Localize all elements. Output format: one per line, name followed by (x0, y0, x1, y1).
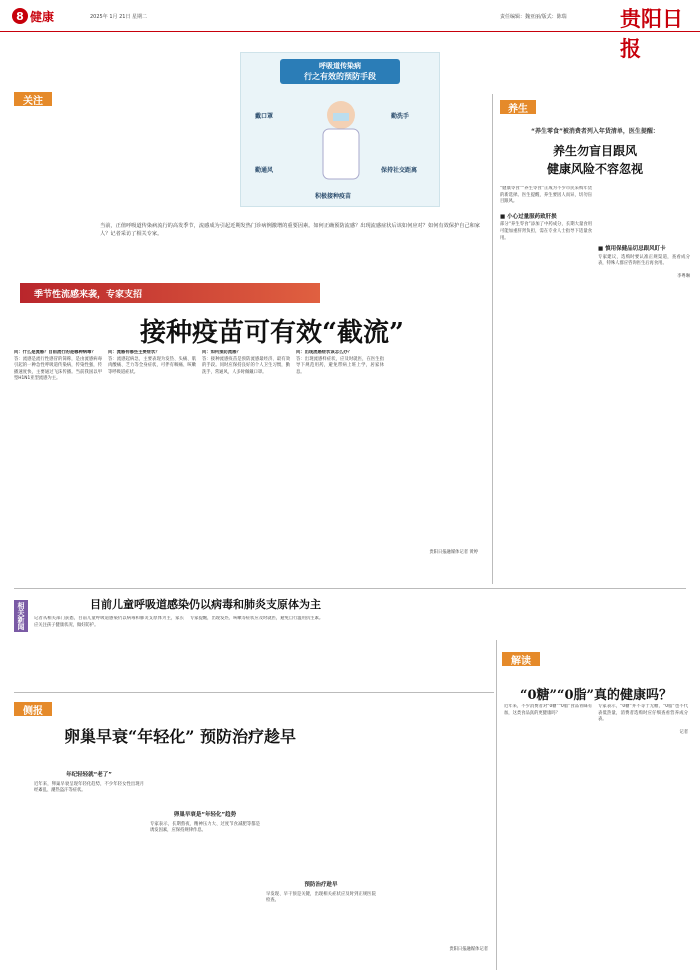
tag-cebao: 侧报 (14, 702, 52, 716)
jiedu-headline: “0糖”“0脂”真的健康吗？ (520, 688, 673, 703)
right-paragraph-1: “健康零食”“养生零食”正成为不少市民采购年货的新选择。医生提醒，养生要因人而异，切勿盲目跟风。 (500, 186, 592, 205)
right-byline: 李粤琳 (677, 273, 690, 279)
section-rule-2 (14, 692, 494, 693)
bottom-paragraph-2: 专家表示，长期熬夜、精神压力大、过度节食减肥等都是诱发因素，应保持规律作息。 (150, 821, 260, 834)
right-subheading-2: ■ 慎用保健品切忌跟风盯卡 (598, 246, 666, 252)
question-2: 问：流感有哪些主要症状？ (108, 350, 160, 355)
bottom-subheading-3: 预防治疗趁早 (304, 882, 338, 888)
jiedu-paragraph-1: 近年来，不少消费者对“0糖”“0脂”食品青睐有加，这类食品真的更健康吗？ (504, 704, 592, 716)
question-1: 问：什么是流感？目前流行的是哪种病毒？ (14, 350, 96, 355)
bottom-headline: 卵巢早衰“年轻化” 预防治疗趁早 (64, 727, 296, 746)
related-headline: 目前儿童呼吸道感染仍以病毒和肺炎支原体为主 (90, 598, 321, 611)
tag-yangsheng: 养生 (500, 100, 536, 114)
right-paragraph-2: 部分“养生零食”添加了中药成分，长期大量食用可能加重肝肾负担，需在专业人士指导下适量食用。 (500, 222, 592, 241)
bottom-paragraph-3: 早发现、早干预是关键，出现相关症状应及时到正规医院检查。 (266, 891, 376, 904)
bottom-col-4 (382, 752, 488, 962)
main-article-body (14, 350, 484, 578)
answer-1: 答：流感是流行性感冒的简称，是由流感病毒引起的一种急性呼吸道传染病，传染性强，传播速度快，主要通过飞沫传播。当前我国以甲型H1N1亚型流感为主。 (14, 356, 102, 382)
answer-3: 答：接种流感疫苗是预防流感最经济、最有效的手段。同时应保持良好的个人卫生习惯，勤洗手，常通风，人多时佩戴口罩。 (202, 356, 290, 375)
related-paragraph-2: 专家提醒，出现发热、咳嗽等症状应及时就医，避免自行滥用抗生素。 (190, 616, 324, 621)
section-rule (14, 588, 686, 589)
illustration-title-2: 行之有效的预防手段 (304, 72, 376, 81)
section-banner: 季节性流感来袭，专家支招 (20, 283, 320, 303)
illustration-title-1: 呼吸道传染病 (319, 62, 361, 70)
main-headline: 接种疫苗可有效“截流” (140, 318, 404, 348)
question-4: 问：出现流感症状该怎么办？ (296, 350, 352, 355)
bottom-byline: 贵阳日报融媒体记者 (449, 947, 488, 952)
tag-jiedu: 解读 (502, 652, 540, 666)
jiedu-byline: 记者 (679, 729, 688, 735)
illustration-item-vaccine: 积极接种疫苗 (315, 193, 352, 200)
right-subheading-1: ■ 小心过量服药致肝损 (500, 213, 557, 220)
main-byline: 贵阳日报融媒体记者 黄婷 (429, 550, 478, 555)
prevention-illustration (240, 52, 440, 207)
right-title-line1: 养生勿盲目跟风 (552, 144, 637, 158)
illustration-item-mask: 戴口罩 (255, 113, 274, 120)
illustration-item-wash: 勤洗手 (391, 113, 410, 120)
right-col-2 (598, 186, 690, 576)
right-title-line2: 健康风险不容忽视 (546, 162, 643, 176)
question-3: 问：如何预防流感？ (202, 350, 241, 355)
answer-4: 答：出现流感样症状，应及时就医，在医生指导下规范用药，避免带病上班上学，居家休息。 (296, 356, 384, 375)
jiedu-col-2 (598, 704, 688, 966)
bottom-subheading-2: 卵巢早衰是“年轻化”趋势 (173, 812, 237, 818)
bottom-paragraph-1: 近年来，卵巢早衰呈现年轻化趋势，不少年轻女性出现月经紊乱、潮热盗汗等症状。 (34, 781, 144, 794)
tag-guanzhu: 关注 (14, 92, 52, 106)
bottom-subheading-1: 年纪轻轻就“老了” (66, 772, 112, 778)
answer-2: 答：流感起病急，主要表现为发热、头痛、肌肉酸痛、乏力等全身症状，可伴有咽痛、咳嗽等呼吸道症状。 (108, 356, 196, 375)
right-col-1 (500, 186, 592, 576)
right-paragraph-3: 专家建议，选购时要认准正规渠道，查看成分表，特殊人群应咨询医生后再食用。 (598, 254, 690, 267)
column-divider-2 (496, 640, 497, 970)
editors-credit: 责任编辑：魏亚丽/版式：陈瑞 (500, 14, 567, 20)
bottom-col-1 (34, 752, 144, 962)
illustration-item-ventilate: 勤通风 (255, 167, 274, 174)
doctor-figure-icon (241, 85, 441, 205)
right-kicker: “养生零食”被消费者列入年货清单，医生提醒： (531, 128, 659, 135)
jiedu-paragraph-2: 专家表示，“0糖”并不等于无糖，“0脂”也不代表低热量，消费者选购时应仔细查看营养成分表。 (598, 704, 688, 723)
tag-xiangguan: 相关新闻 (14, 600, 28, 632)
newspaper-logo: 贵阳日报 (620, 6, 683, 61)
illustration-item-distance: 保持社交距离 (381, 167, 418, 174)
column-divider (492, 94, 493, 584)
bottom-col-3 (266, 752, 376, 962)
intro-paragraph: 当前，正值呼吸道传染病流行的高发季节，流感成为引起近期发热门诊病例激增的重要因素。如何正确预防流感？出现流感症状后该如何应对？如何有效保护自己和家人？记者采访了相关专家。 (100, 223, 480, 237)
page-number-badge: 8 (12, 8, 28, 24)
related-paragraph-1: 记者从相关部门获悉，目前儿童呼吸道感染仍以病毒和肺炎支原体为主，家长应关注孩子健康状况，做好防护。 (34, 616, 184, 628)
issue-date: 2025年 1月 21日 星期二 (90, 14, 148, 20)
bottom-col-2 (150, 752, 260, 962)
section-name: 健康 (30, 10, 55, 24)
